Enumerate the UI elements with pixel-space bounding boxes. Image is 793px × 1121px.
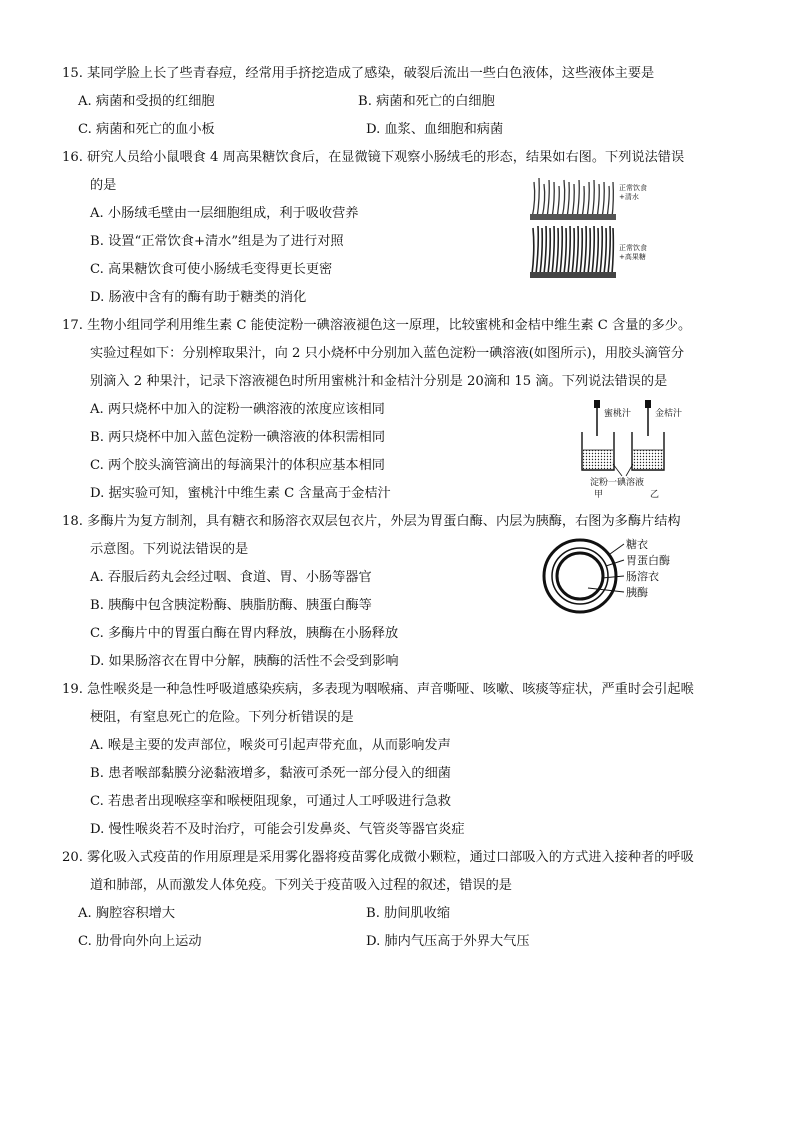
q17-stem-line1: 17. 生物小组同学利用维生素 C 能使淀粉一碘溶液褪色这一原理，比较蜜桃和金桔中维生素 C 含量的多少。 [62, 318, 692, 333]
sugar-coat-ring [544, 540, 616, 612]
fig-label-yi: 乙 [650, 490, 660, 500]
fig-label-solution: 淀粉一碘溶液 [590, 478, 645, 488]
q16-villi-micrograph [530, 170, 648, 282]
q18-stem-line2: 示意图。下列说法错误的是 [90, 542, 249, 557]
fig-label-fructose-2: +高果糖 [619, 253, 646, 261]
fig-label-sugar-coat: 糖衣 [626, 538, 648, 551]
q19-option-b: B. 患者喉部黏膜分泌黏液增多，黏液可杀死一部分侵入的细菌 [90, 766, 451, 781]
q15-option-d: D. 血浆、血细胞和病菌 [366, 122, 504, 137]
beaker-yi [632, 432, 664, 470]
q17-option-c: C. 两个胶头滴管滴出的每滴果汁的体积应基本相同 [90, 458, 385, 473]
q16-option-c: C. 高果糖饮食可使小肠绒毛变得更长更密 [90, 262, 333, 277]
dropper-bulb-peach [594, 400, 600, 408]
q18-option-a: A. 吞服后药丸会经过咽、食道、胃、小肠等器官 [90, 570, 372, 585]
fig-label-pancreatin: 胰酶 [626, 586, 648, 599]
fig-label-fructose-1: 正常饮食 [619, 244, 647, 252]
q15-option-c: C. 病菌和死亡的血小板 [78, 122, 215, 137]
q20-option-c: C. 肋骨向外向上运动 [78, 934, 202, 949]
q20-stem-line1: 20. 雾化吸入式疫苗的作用原理是采用雾化器将疫苗雾化成微小颗粒，通过口部吸入的方式进入接种者的呼吸 [62, 850, 694, 865]
q19-option-d: D. 慢性喉炎若不及时治疗，可能会引发鼻炎、气管炎等器官炎症 [90, 822, 465, 837]
dropper-bulb-kumquat [645, 400, 651, 408]
fig-label-pepsin: 胃蛋白酶 [626, 554, 670, 567]
q17-stem-line3: 别滴入 2 种果汁，记录下溶液褪色时所用蜜桃汁和金桔汁分别是 20滴和 15 滴。下列说法错误的是 [90, 374, 668, 389]
q15-option-b: B. 病菌和死亡的白细胞 [358, 94, 495, 109]
q20-option-b: B. 肋间肌收缩 [366, 906, 451, 921]
q19-stem-line2: 梗阻，有窒息死亡的危险。下列分析错误的是 [90, 710, 354, 725]
q20-option-a: A. 胸腔容积增大 [78, 906, 176, 921]
q17-option-a: A. 两只烧杯中加入的淀粉一碘溶液的浓度应该相同 [90, 402, 385, 417]
q17-stem-line2: 实验过程如下：分别榨取果汁，向 2 只小烧杯中分别加入蓝色淀粉一碘溶液(如图所示)，用胶头滴管分 [90, 346, 685, 361]
enteric-coat-ring [557, 553, 603, 599]
q17-option-b: B. 两只烧杯中加入蓝色淀粉一碘溶液的体积需相同 [90, 430, 386, 445]
q15-option-a: A. 病菌和受损的红细胞 [78, 94, 215, 109]
pepsin-layer-ring [552, 548, 608, 604]
q16-option-b: B. 设置“正常饮食+清水”组是为了进行对照 [90, 234, 344, 249]
q18-option-d: D. 如果肠溶衣在胃中分解，胰酶的活性不会受到影响 [90, 654, 399, 669]
beaker-jia [582, 432, 614, 470]
q16-option-d: D. 肠液中含有的酶有助于糖类的消化 [90, 290, 307, 305]
fig-label-enteric-coat: 肠溶衣 [626, 570, 659, 583]
q15-stem: 15. 某同学脸上长了些青春痘，经常用手挤挖造成了感染，破裂后流出一些白色液体，这些液体主要是 [62, 66, 655, 81]
q16-stem-line1: 16. 研究人员给小鼠喂食 4 周高果糖饮食后，在显微镜下观察小肠绒毛的形态，结果如右图。下列说法错误 [62, 150, 685, 165]
fig-label-normal-2: +清水 [619, 193, 639, 201]
q18-option-c: C. 多酶片中的胃蛋白酶在胃内释放，胰酶在小肠释放 [90, 626, 399, 641]
q18-option-b: B. 胰酶中包含胰淀粉酶、胰脂肪酶、胰蛋白酶等 [90, 598, 372, 613]
q16-stem-line2: 的是 [90, 178, 117, 193]
q20-option-d: D. 肺内气压高于外界大气压 [366, 934, 530, 949]
q16-option-a: A. 小肠绒毛壁由一层细胞组成，利于吸收营养 [90, 206, 359, 221]
q18-tablet-structure-diagram [540, 536, 690, 616]
fig-label-jia: 甲 [594, 490, 604, 500]
q19-option-c: C. 若患者出现喉痉挛和喉梗阻现象，可通过人工呼吸进行急救 [90, 794, 451, 809]
fig-label-peach: 蜜桃汁 [604, 409, 632, 419]
q17-option-d: D. 据实验可知，蜜桃汁中维生素 C 含量高于金桔汁 [90, 486, 391, 501]
fig-label-normal-1: 正常饮食 [619, 184, 647, 192]
fig-label-kumquat: 金桔汁 [655, 409, 683, 419]
q19-option-a: A. 喉是主要的发声部位，喉炎可引起声带充血，从而影响发声 [90, 738, 451, 753]
q19-stem-line1: 19. 急性喉炎是一种急性呼吸道感染疾病，多表现为咽喉痛、声音嘶哑、咳嗽、咳痰等症状，严重时会引起喉 [62, 682, 694, 697]
q18-stem-line1: 18. 多酶片为复方制剂，具有糖衣和肠溶衣双层包衣片，外层为胃蛋白酶、内层为胰酶，右图为多酶片结构 [62, 514, 681, 529]
q17-beaker-diagram [576, 398, 694, 502]
q20-stem-line2: 道和肺部，从而激发人体免疫。下列关于疫苗吸入过程的叙述，错误的是 [90, 878, 512, 893]
